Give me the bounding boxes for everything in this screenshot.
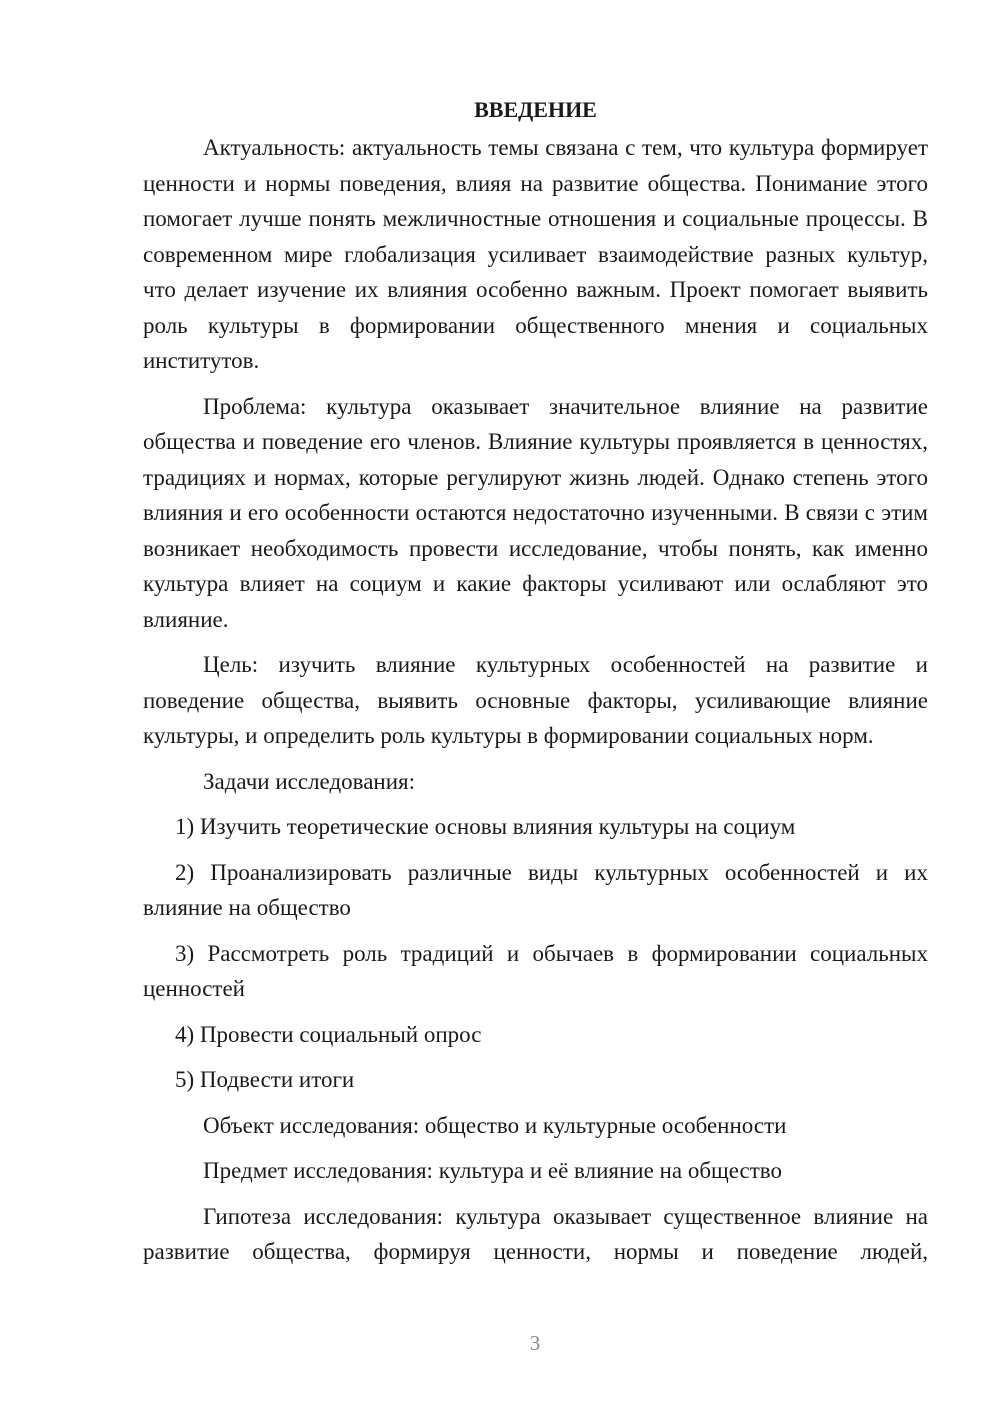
section-heading: ВВЕДЕНИЕ — [474, 97, 597, 122]
page-body — [143, 90, 928, 1280]
task-item: 2) Проанализировать различные виды культурных особенностей и их влияние на общество — [143, 859, 928, 920]
tasks-title: Задачи исследования: — [203, 768, 416, 794]
hypothesis-paragraph: Гипотеза исследования: культура оказывает существенное влияние на развитие общества, формируя ценности, нормы и поведение людей, — [143, 1203, 928, 1264]
page-number: 3 — [529, 1331, 541, 1355]
task-item: 4) Провести социальный опрос — [175, 1021, 482, 1047]
goal-paragraph: Цель: изучить влияние культурных особенностей на развитие и поведение общества, выявить основные факторы, усиливающие влияние культуры, и определить роль культуры в формировании социальных норм. — [143, 652, 928, 748]
problem-paragraph: Проблема: культура оказывает значительное влияние на развитие общества и поведение его членов. Влияние культуры проявляется в ценностях, традициях и нормах, которые регулируют жизнь людей. Однако степень этого влияния и его особенности остаются недостаточно изученными. В связи с этим возникает необходимость провести исследование, чтобы понять, как именно культура влияет на социум и какие факторы усиливают или ослабляют это влияние. — [143, 393, 928, 632]
task-item: 3) Рассмотреть роль традиций и обычаев в формировании социальных ценностей — [143, 940, 928, 1001]
task-item: 5) Подвести итоги — [175, 1067, 355, 1092]
relevance-paragraph: Актуальность: актуальность темы связана с тем, что культура формирует ценности и нормы поведения, влияя на развитие общества. Понимание этого помогает лучше понять межличностные отношения и социальные процессы. В современном мире глобализация усиливает взаимодействие разных культур, что делает изучение их влияния особенно важным. Проект помогает выявить роль культуры в формировании общественного мнения и социальных институтов. — [143, 135, 928, 373]
research-subject: Предмет исследования: культура и её влияние на общество — [203, 1158, 782, 1183]
research-object: Объект исследования: общество и культурные особенности — [203, 1112, 787, 1138]
task-item: 1) Изучить теоретические основы влияния культуры на социум — [175, 814, 796, 839]
